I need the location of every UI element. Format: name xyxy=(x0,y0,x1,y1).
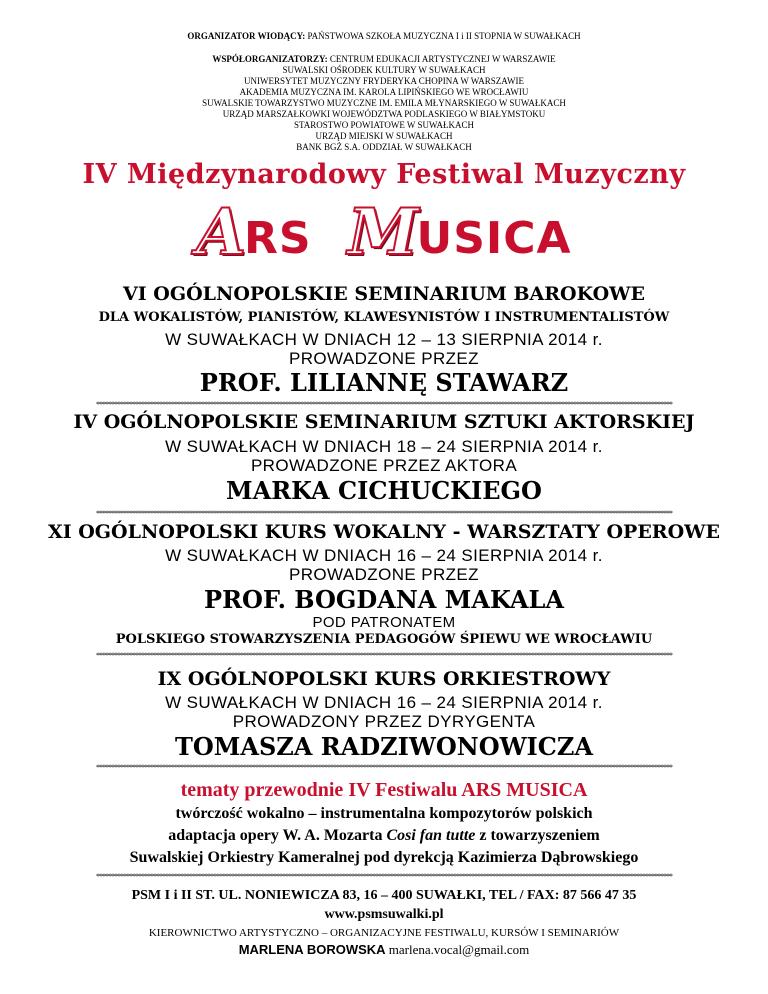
section-leader: PROF. BOGDANA MAKALA xyxy=(204,585,564,614)
logo-decorative-initial: M xyxy=(347,195,419,270)
opera-title: Cosi fan tutte xyxy=(386,827,476,844)
direction-label: KIEROWNICTWO ARTYSTYCZNO – ORGANIZACYJNE FESTIWALU, KURSÓW I SEMINARIÓW xyxy=(148,927,620,939)
section-dates: W SUWAŁKACH W DNIACH 18 – 24 SIERPNIA 2014 r. xyxy=(165,437,603,456)
festival-logo xyxy=(0,195,768,270)
section-title: XI OGÓLNOPOLSKI KURS WOKALNY - WARSZTATY OPEROWE xyxy=(48,521,720,543)
lead-organizer-label: ORGANIZATOR WIODĄCY: xyxy=(187,31,306,41)
section-dates: W SUWAŁKACH W DNIACH 16 – 24 SIERPNIA 2014 r. xyxy=(165,546,603,565)
co-organizer-item: STAROSTWO POWIATOWE W SUWAŁKACH xyxy=(293,120,475,130)
section-leader: MARKA CICHUCKIEGO xyxy=(226,476,542,505)
co-organizer-item: SUWALSKIE TOWARZYSTWO MUZYCZNE IM. EMILA MŁYNARSKIEGO W SUWAŁKACH xyxy=(202,98,566,108)
themes-text: adaptacja opery W. A. Mozarta xyxy=(168,827,387,844)
co-organizer-item: SUWALSKI OŚRODEK KULTURY W SUWAŁKACH xyxy=(282,65,486,75)
director-name: MARLENA BOROWSKA xyxy=(238,942,386,957)
section-led-by: PROWADZONY PRZEZ DYRYGENTA xyxy=(232,712,536,731)
section-title: IV OGÓLNOPOLSKIE SEMINARIUM SZTUKI AKTORSKIEJ xyxy=(73,411,695,433)
director-line xyxy=(0,941,768,959)
section-leader: TOMASZA RADZIWONOWICZA xyxy=(174,732,594,761)
co-organizer-item: CENTRUM EDUKACJI ARTYSTYCZNEJ W WARSZAWIE xyxy=(327,54,556,64)
section-led-by: PROWADZONE PRZEZ AKTORA xyxy=(250,456,518,475)
section-title: IX OGÓLNOPOLSKI KURS ORKIESTROWY xyxy=(157,668,611,690)
co-organizer-item: BANK BGŻ S.A. ODDZIAŁ W SUWAŁKACH xyxy=(296,142,472,152)
co-organizer-item: UNIWERSYTET MUZYCZNY FRYDERYKA CHOPINA W WARSZAWIE xyxy=(243,76,525,86)
section-led-by: PROWADZONE PRZEZ xyxy=(289,565,479,584)
section-subtitle: DLA WOKALISTÓW, PIANISTÓW, KLAWESYNISTÓW I INSTRUMENTALISTÓW xyxy=(98,310,670,325)
logo-decorative-initial: A xyxy=(196,195,247,270)
themes-line: Suwalskiej Orkiestry Kameralnej pod dyrekcją Kazimierza Dąbrowskiego xyxy=(129,849,639,866)
patronage-label: POD PATRONATEM xyxy=(312,614,456,631)
co-organizer-item: URZĄD MARSZAŁKOWKI WOJEWÓDZTWA PODLASKIEGO W BIAŁYMSTOKU xyxy=(222,109,546,119)
email-link[interactable]: marlena.vocal@gmail.com xyxy=(385,942,530,957)
co-organizers-label: WSPÓŁORGANIZATORZY: xyxy=(212,54,328,64)
lead-organizer-line xyxy=(0,31,768,42)
themes-line-opera xyxy=(0,826,768,846)
co-organizer-item: URZĄD MIEJSKI W SUWAŁKACH xyxy=(315,131,453,141)
section-divider: ************************************************************************************************************************************************************************************************ xyxy=(96,401,672,409)
section-divider: ************************************************************************************************************************************************************************************************ xyxy=(96,873,672,881)
website-link[interactable]: www.psmsuwalki.pl xyxy=(324,907,444,922)
section-led-by: PROWADZONE PRZEZ xyxy=(289,349,479,368)
logo-word-part: USICA xyxy=(416,213,572,264)
themes-text: z towarzyszeniem xyxy=(475,827,600,844)
section-dates: W SUWAŁKACH W DNIACH 12 – 13 SIERPNIA 2014 r. xyxy=(165,330,603,349)
school-address: PSM I i II ST. UL. NONIEWICZA 83, 16 – 400 SUWAŁKI, TEL / FAX: 87 566 47 35 xyxy=(131,888,637,903)
lead-organizer-value: PAŃSTWOWA SZKOŁA MUZYCZNA I i II STOPNIA W SUWAŁKACH xyxy=(305,31,581,41)
section-title: VI OGÓLNOPOLSKIE SEMINARIUM BAROKOWE xyxy=(123,283,645,305)
co-organizer-item: AKADEMIA MUZYCZNA IM. KAROLA LIPIŃSKIEGO WE WROCŁAWIU xyxy=(239,87,529,97)
patronage-organization: POLSKIEGO STOWARZYSZENIA PEDAGOGÓW ŚPIEWU WE WROCŁAWIU xyxy=(115,632,653,647)
section-divider: ************************************************************************************************************************************************************************************************ xyxy=(96,652,672,660)
section-leader: PROF. LILIANNĘ STAWARZ xyxy=(199,368,569,397)
section-dates: W SUWAŁKACH W DNIACH 16 – 24 SIERPNIA 2014 r. xyxy=(165,693,603,712)
section-divider: ************************************************************************************************************************************************************************************************ xyxy=(96,510,672,518)
festival-title: IV Międzynarodowy Festiwal Muzyczny xyxy=(82,159,686,190)
logo-word-part: RS xyxy=(244,213,312,264)
section-divider: ************************************************************************************************************************************************************************************************ xyxy=(96,764,672,772)
themes-heading: tematy przewodnie IV Festiwalu ARS MUSICA xyxy=(180,779,588,801)
co-organizers-first-line xyxy=(0,54,768,65)
themes-line: twórczość wokalno – instrumentalna kompozytorów polskich xyxy=(175,805,593,822)
